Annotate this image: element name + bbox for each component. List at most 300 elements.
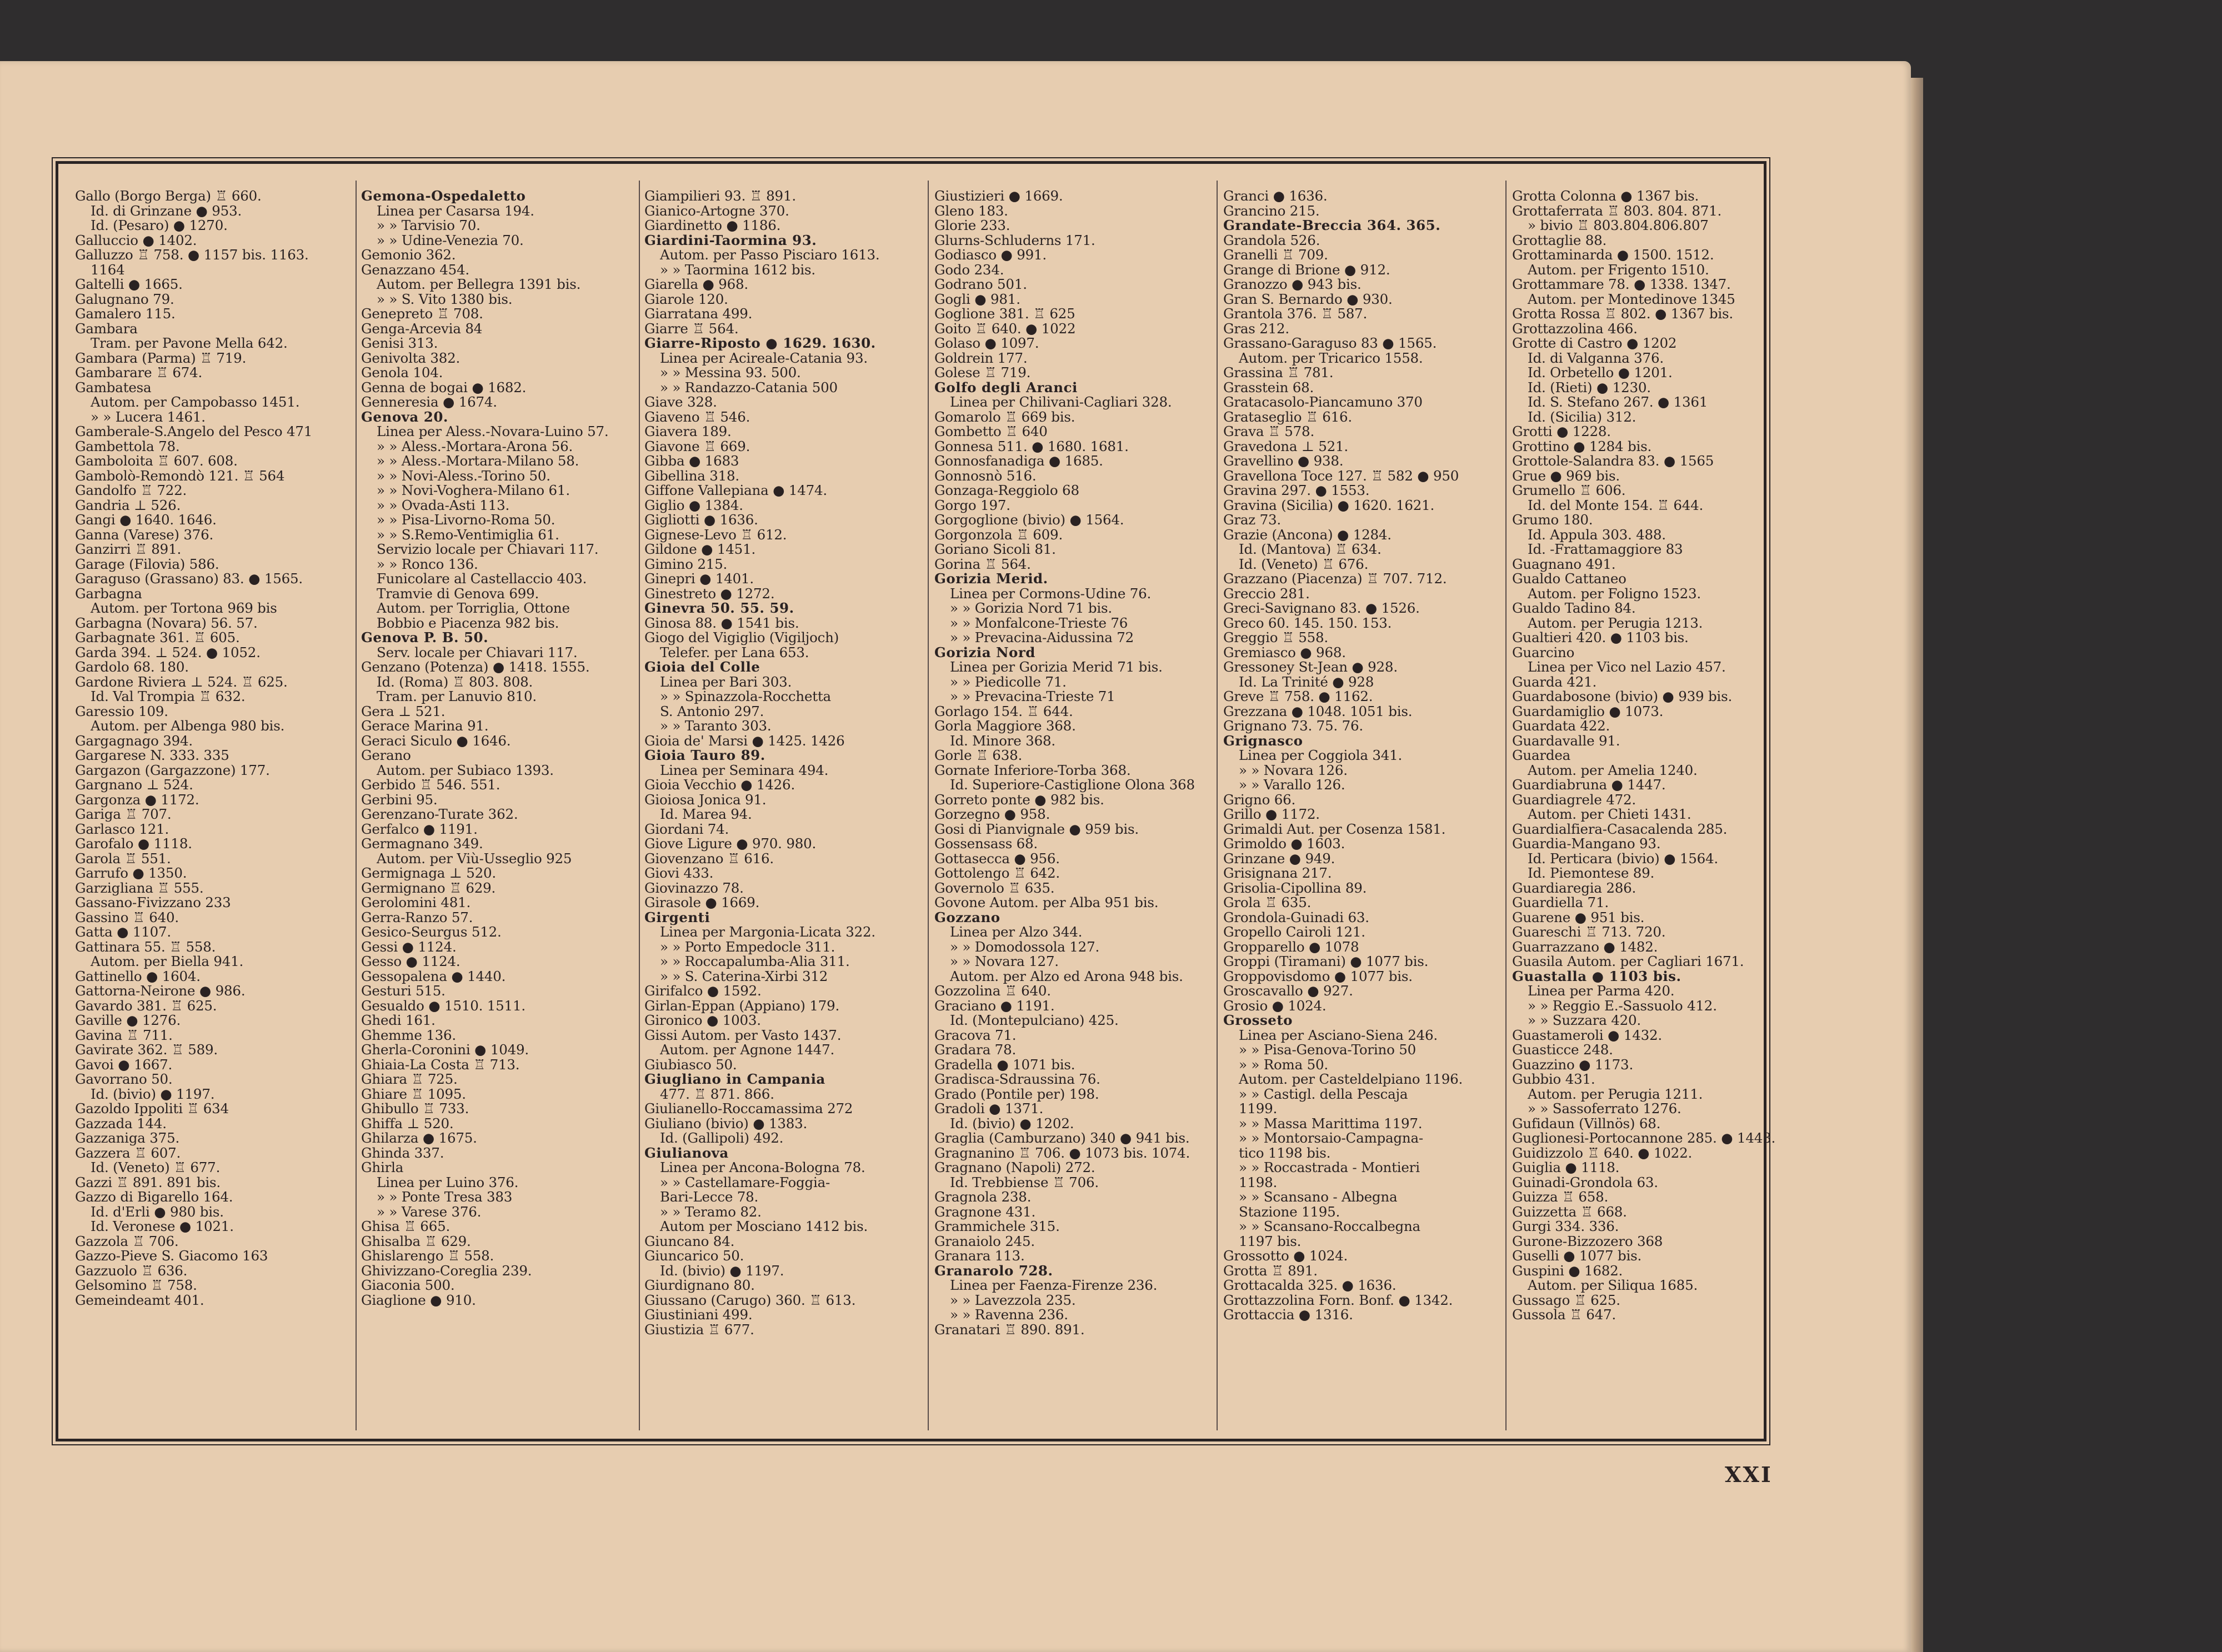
index-entry: Granci ● 1636. — [1223, 189, 1328, 204]
index-entry: Gressoney St-Jean ● 928. — [1223, 659, 1398, 675]
index-entry: Grola ♖ 635. — [1223, 894, 1312, 910]
index-entry: Groscavallo ● 927. — [1223, 983, 1353, 999]
index-entry: Autom. per Montedinove 1345 — [1528, 291, 1735, 307]
index-entry: Grue ● 969 bis. — [1512, 467, 1620, 484]
index-entry: Gallo (Borgo Berga) ♖ 660. — [75, 189, 262, 204]
index-entry: Gogli ● 981. — [934, 291, 1020, 307]
index-entry: Gorreto ponte ● 982 bis. — [934, 791, 1104, 808]
index-entry: Servizio locale per Chiavari 117. — [377, 541, 599, 557]
index-entry: Grosio ● 1024. — [1223, 997, 1327, 1014]
index-entry: » » Novara 126. — [1239, 762, 1348, 778]
index-entry: Grinzane ● 949. — [1223, 850, 1335, 867]
index-entry: Giussano (Carugo) 360. ♖ 613. — [644, 1291, 856, 1308]
index-entry: Ghilarza ● 1675. — [361, 1130, 477, 1146]
index-entry: Gorle ♖ 638. — [934, 747, 1023, 763]
index-entry: Grazzano (Piacenza) ♖ 707. 712. — [1223, 570, 1447, 587]
index-entry: Id. (Roma) ♖ 803. 808. — [377, 673, 533, 690]
index-entry: Gradara 78. — [934, 1042, 1017, 1058]
index-entry: » » Teramo 82. — [660, 1203, 762, 1220]
index-entry: Gropello Cairoli 121. — [1223, 924, 1365, 940]
index-entry: Gorina ♖ 564. — [934, 555, 1031, 572]
column-rule — [928, 181, 929, 1430]
index-entry: 1164 — [91, 261, 125, 278]
index-entry: Id. (Mantova) ♖ 634. — [1239, 541, 1382, 557]
index-entry: 1197 bis. — [1239, 1233, 1302, 1249]
index-entry: Id. Orbetello ● 1201. — [1528, 364, 1673, 381]
index-entry: Graciano ● 1191. — [934, 997, 1055, 1014]
index-entry: Garofalo ● 1118. — [75, 835, 192, 852]
index-entry: Guastameroli ● 1432. — [1512, 1027, 1662, 1043]
index-entry: Grottaglie 88. — [1512, 232, 1607, 248]
index-entry: Guizza ♖ 658. — [1512, 1189, 1609, 1205]
index-entry: Guarene ● 951 bis. — [1512, 909, 1645, 925]
index-entry: Linea per Margonia-Licata 322. — [660, 924, 876, 940]
index-entry: » » Roccapalumba-Alia 311. — [660, 953, 850, 969]
index-entry: Gradella ● 1071 bis. — [934, 1056, 1075, 1073]
index-entry: Autom. per Passo Pisciaro 1613. — [660, 247, 880, 263]
index-entry: Tramvie di Genova 699. — [377, 585, 539, 602]
index-entry: Graz 73. — [1223, 512, 1281, 528]
index-entry: Ghinda 337. — [361, 1144, 444, 1161]
index-entry: Gombetto ♖ 640 — [934, 423, 1048, 439]
index-entry: Gravina (Sicilia) ● 1620. 1621. — [1223, 497, 1435, 513]
index-entry: Grazie (Ancona) ● 1284. — [1223, 526, 1392, 543]
index-entry: Gambara (Parma) ♖ 719. — [75, 349, 247, 366]
index-entry: » » Domodossola 127. — [950, 938, 1100, 955]
index-entry: Autom. per Amelia 1240. — [1528, 762, 1698, 778]
index-entry: Gimino 215. — [644, 555, 728, 572]
index-entry: Granaiolo 245. — [934, 1233, 1035, 1249]
index-entry: Gazzo di Bigarello 164. — [75, 1189, 233, 1205]
index-entry: Gonzaga-Reggiolo 68 — [934, 482, 1079, 498]
index-entry: Grignano 73. 75. 76. — [1223, 718, 1363, 734]
index-entry: Grossotto ● 1024. — [1223, 1248, 1348, 1264]
index-entry: Id. -Frattamaggiore 83 — [1528, 541, 1683, 557]
index-entry: Gorizia Merid. — [934, 570, 1048, 587]
index-entry: Greccio 281. — [1223, 585, 1310, 602]
index-entry: Gangi ● 1640. 1646. — [75, 512, 217, 528]
index-entry: Guinadi-Grondola 63. — [1512, 1174, 1658, 1190]
index-entry: Gioia Vecchio ● 1426. — [644, 777, 795, 793]
index-entry: Gratacasolo-Piancamuno 370 — [1223, 394, 1423, 410]
index-column-2 — [361, 189, 636, 1308]
index-entry: Guasticce 248. — [1512, 1042, 1613, 1058]
index-entry: Autom. per Agnone 1447. — [660, 1042, 835, 1058]
index-entry: Gargnano ⊥ 524. — [75, 777, 193, 793]
index-entry: » » Gorizia Nord 71 bis. — [950, 600, 1112, 616]
index-entry: Grillo ● 1172. — [1223, 806, 1320, 822]
index-entry: Id. (bivio) ● 1197. — [91, 1085, 215, 1102]
index-entry: » » Reggio E.-Sassuolo 412. — [1528, 997, 1717, 1014]
index-entry: Genola 104. — [361, 364, 443, 381]
index-entry: Gessopalena ● 1440. — [361, 968, 506, 984]
index-entry: Giaveno ♖ 546. — [644, 408, 750, 425]
index-entry: Gazzola ♖ 706. — [75, 1233, 179, 1249]
index-entry: Genzano (Potenza) ● 1418. 1555. — [361, 659, 590, 675]
index-entry: Gambolò-Remondò 121. ♖ 564 — [75, 467, 285, 484]
index-entry: Giaglione ● 910. — [361, 1291, 476, 1308]
index-entry: Gerbini 95. — [361, 791, 438, 808]
index-entry: Guagnano 491. — [1512, 555, 1616, 572]
index-entry: Golese ♖ 719. — [934, 364, 1031, 381]
index-entry: Gazzaniga 375. — [75, 1130, 180, 1146]
index-entry: Granozzo ● 943 bis. — [1223, 276, 1362, 292]
index-entry: Serv. locale per Chiavari 117. — [377, 644, 578, 660]
index-entry: » » Pisa-Genova-Torino 50 — [1239, 1042, 1417, 1058]
index-entry: Gorla Maggiore 368. — [934, 718, 1076, 734]
index-entry: Id. Superiore-Castiglione Olona 368 — [950, 777, 1195, 793]
index-entry: Id. La Trinité ● 928 — [1239, 673, 1374, 690]
index-entry: » » Taormina 1612 bis. — [660, 261, 815, 278]
index-entry: Genga-Arcevia 84 — [361, 320, 483, 337]
index-entry: Garage (Filovia) 586. — [75, 555, 219, 572]
index-entry: Gattinara 55. ♖ 558. — [75, 938, 216, 955]
index-entry: Grotti ● 1228. — [1512, 423, 1611, 439]
index-entry: Grottaminarda ● 1500. 1512. — [1512, 247, 1714, 263]
index-entry: Gironico ● 1003. — [644, 1012, 761, 1028]
index-entry: S. Antonio 297. — [660, 703, 764, 719]
index-entry: Genazzano 454. — [361, 261, 469, 278]
index-entry: Grandate-Breccia 364. 365. — [1223, 217, 1441, 233]
index-entry: Id. (Veneto) ♖ 677. — [91, 1159, 221, 1175]
index-entry: » » Randazzo-Catania 500 — [660, 379, 838, 396]
index-entry: Germagnano 349. — [361, 835, 483, 852]
index-entry: Ghiare ♖ 1095. — [361, 1085, 466, 1102]
index-entry: Gracova 71. — [934, 1027, 1017, 1043]
index-entry: Giustizieri ● 1669. — [934, 189, 1063, 204]
index-entry: Gorgonzola ♖ 609. — [934, 526, 1063, 543]
index-entry: Grotte di Castro ● 1202 — [1512, 335, 1677, 351]
index-entry: Grotta Rossa ♖ 802. ● 1367 bis. — [1512, 306, 1733, 322]
index-entry: » » S. Caterina-Xirbi 312 — [660, 968, 828, 984]
page-number: XXI — [1725, 1462, 1773, 1487]
index-entry: Greci-Savignano 83. ● 1526. — [1223, 600, 1420, 616]
index-entry: Grasstein 68. — [1223, 379, 1314, 396]
index-entry: Gassano-Fivizzano 233 — [75, 894, 231, 910]
index-entry: Giulianova — [644, 1144, 729, 1161]
index-entry: Ghisa ♖ 665. — [361, 1218, 451, 1234]
index-entry: » » Novara 127. — [950, 953, 1059, 969]
index-entry: Gerenzano-Turate 362. — [361, 806, 518, 822]
index-entry: Gornate Inferiore-Torba 368. — [934, 762, 1131, 778]
index-entry: Grondola-Guinadi 63. — [1223, 909, 1369, 925]
index-entry: Gravellona Toce 127. ♖ 582 ● 950 — [1223, 467, 1459, 484]
index-entry: Ghedi 161. — [361, 1012, 436, 1028]
index-entry: Autom. per Alzo ed Arona 948 bis. — [950, 968, 1183, 984]
index-entry: Linea per Coggiola 341. — [1239, 747, 1403, 763]
index-entry: Gazzada 144. — [75, 1115, 167, 1132]
index-column-1 — [75, 189, 350, 1308]
index-entry: Gavoi ● 1667. — [75, 1056, 173, 1073]
index-entry: Garzigliana ♖ 555. — [75, 879, 204, 896]
index-entry: Gras 212. — [1223, 320, 1290, 337]
index-entry: Guardiella 71. — [1512, 894, 1609, 910]
index-entry: Grotta ♖ 891. — [1223, 1262, 1318, 1279]
index-entry: Gonnosfanadiga ● 1685. — [934, 453, 1103, 469]
index-entry: Autom. per Torriglia, Ottone — [377, 600, 570, 616]
index-entry: Giustizia ♖ 677. — [644, 1321, 754, 1337]
index-entry: Garola ♖ 551. — [75, 850, 171, 867]
index-entry: Giuncarico 50. — [644, 1248, 744, 1264]
index-entry: Gualdo Tadino 84. — [1512, 600, 1636, 616]
index-entry: Groppovisdomo ● 1077 bis. — [1223, 968, 1413, 984]
index-entry: Garbagnate 361. ♖ 605. — [75, 629, 240, 645]
index-entry: Autom. per Casteldelpiano 1196. — [1239, 1071, 1463, 1087]
index-entry: Genivolta 382. — [361, 349, 461, 366]
index-entry: Grosseto — [1223, 1012, 1293, 1028]
index-entry: Girgenti — [644, 909, 710, 925]
index-entry: Giampilieri 93. ♖ 891. — [644, 189, 796, 204]
index-entry: Gazoldo Ippoliti ♖ 634 — [75, 1100, 229, 1117]
index-entry: Grottammare 78. ● 1338. 1347. — [1512, 276, 1731, 292]
index-entry: Grottino ● 1284 bis. — [1512, 438, 1652, 454]
index-entry: Galtelli ● 1665. — [75, 276, 183, 292]
index-entry: Gambettola 78. — [75, 438, 180, 454]
index-entry: Autom. per Foligno 1523. — [1528, 585, 1701, 602]
index-entry: Granatari ♖ 890. 891. — [934, 1321, 1085, 1337]
index-entry: Ghislarengo ♖ 558. — [361, 1248, 494, 1264]
index-entry: Grottazzolina Forn. Bonf. ● 1342. — [1223, 1291, 1453, 1308]
index-entry: Guarda 421. — [1512, 673, 1597, 690]
index-column-6 — [1512, 189, 1787, 1323]
index-entry: Id. S. Stefano 267. ● 1361 — [1528, 394, 1708, 410]
index-entry: Geraci Siculo ● 1646. — [361, 732, 511, 749]
index-entry: » » Messina 93. 500. — [660, 364, 801, 381]
index-entry: Giovinazzo 78. — [644, 879, 744, 896]
index-entry: Gavirate 362. ♖ 589. — [75, 1042, 218, 1058]
index-entry: Germignaga ⊥ 520. — [361, 865, 496, 881]
index-entry: Linea per Vico nel Lazio 457. — [1528, 659, 1726, 675]
index-entry: » » Novi-Voghera-Milano 61. — [377, 482, 570, 498]
index-entry: Giarre-Riposto ● 1629. 1630. — [644, 335, 876, 351]
index-entry: Ghiffa ⊥ 520. — [361, 1115, 454, 1132]
index-entry: Gassino ♖ 640. — [75, 909, 179, 925]
index-entry: Godo 234. — [934, 261, 1004, 278]
index-entry: Gottasecca ● 956. — [934, 850, 1060, 867]
index-entry: Grado (Pontile per) 198. — [934, 1085, 1099, 1102]
index-entry: Autom. per Subiaco 1393. — [377, 762, 554, 778]
index-entry: Autom. per Tortona 969 bis — [91, 600, 277, 616]
index-entry: Groppi (Tiramani) ● 1077 bis. — [1223, 953, 1429, 969]
index-entry: Id. Veronese ● 1021. — [91, 1218, 234, 1234]
index-entry: Grava ♖ 578. — [1223, 423, 1315, 439]
index-entry: Giffone Vallepiana ● 1474. — [644, 482, 827, 498]
index-entry: Id. d'Erli ● 980 bis. — [91, 1203, 224, 1220]
index-entry: Gattorna-Neirone ● 986. — [75, 983, 246, 999]
index-entry: Guardiaregia 286. — [1512, 879, 1637, 896]
index-entry: Linea per Luino 376. — [377, 1174, 519, 1190]
index-entry: » » Pisa-Livorno-Roma 50. — [377, 512, 556, 528]
index-entry: Id. (bivio) ● 1202. — [950, 1115, 1074, 1132]
index-entry: Id. Val Trompia ♖ 632. — [91, 688, 246, 704]
index-entry: Giaconia 500. — [361, 1277, 455, 1293]
index-entry: Grottaferrata ♖ 803. 804. 871. — [1512, 202, 1722, 219]
index-entry: Grandola 526. — [1223, 232, 1320, 248]
index-entry: Grigno 66. — [1223, 791, 1296, 808]
index-entry: Linea per Seminara 494. — [660, 762, 829, 778]
index-entry: Grammichele 315. — [934, 1218, 1060, 1234]
index-entry: Gran S. Bernardo ● 930. — [1223, 291, 1393, 307]
index-entry: Giarole 120. — [644, 291, 728, 307]
index-entry: Gremiasco ● 968. — [1223, 644, 1346, 660]
index-column-3 — [644, 189, 919, 1337]
index-entry: 477. ♖ 871. 866. — [660, 1085, 774, 1102]
index-entry: Telefer. per Lana 653. — [660, 644, 809, 660]
index-entry: Giove Ligure ● 970. 980. — [644, 835, 817, 852]
index-entry: Genova P. B. 50. — [361, 629, 489, 645]
index-entry: Gamalero 115. — [75, 306, 176, 322]
index-entry: Giugliano in Campania — [644, 1071, 825, 1087]
index-entry: Garda 394. ⊥ 524. ● 1052. — [75, 644, 261, 660]
index-entry: Genna de bogai ● 1682. — [361, 379, 527, 396]
index-entry: Giulianello-Roccamassima 272 — [644, 1100, 853, 1117]
index-entry: » » Prevacina-Aidussina 72 — [950, 629, 1134, 645]
index-entry: » » Castigl. della Pescaja — [1239, 1085, 1408, 1102]
index-entry: Giustiniani 499. — [644, 1306, 753, 1323]
index-entry: Gussago ♖ 625. — [1512, 1291, 1620, 1308]
index-entry: Govone Autom. per Alba 951 bis. — [934, 894, 1159, 910]
index-entry: » » Roccastrada - Montieri — [1239, 1159, 1420, 1175]
index-entry: Guasila Autom. per Cagliari 1671. — [1512, 953, 1744, 969]
index-entry: Grumo 180. — [1512, 512, 1593, 528]
index-entry: Gemeindeamt 401. — [75, 1291, 204, 1308]
index-entry: Id. (Rieti) ● 1230. — [1528, 379, 1651, 396]
index-entry: Guarrazzano ● 1482. — [1512, 938, 1658, 955]
index-entry: Genova 20. — [361, 408, 448, 425]
index-entry: » » Tarvisio 70. — [377, 217, 481, 233]
index-entry: Guardamiglio ● 1073. — [1512, 703, 1664, 719]
index-entry: Gelsomino ♖ 758. — [75, 1277, 197, 1293]
index-entry: Id. (Veneto) ♖ 676. — [1239, 555, 1369, 572]
index-entry: Giubiasco 50. — [644, 1056, 737, 1073]
index-entry: Gozzolina ♖ 640. — [934, 983, 1051, 999]
index-entry: » bivio ♖ 803.804.806.807 — [1528, 217, 1709, 233]
index-entry: Gargagnago 394. — [75, 732, 193, 749]
index-entry: Greggio ♖ 558. — [1223, 629, 1329, 645]
index-entry: Gorlago 154. ♖ 644. — [934, 703, 1073, 719]
index-entry: Id. Minore 368. — [950, 732, 1055, 749]
index-entry: Gargonza ● 1172. — [75, 791, 199, 808]
index-entry: Gardolo 68. 180. — [75, 659, 189, 675]
index-entry: Granelli ♖ 709. — [1223, 247, 1328, 263]
index-entry: Grisolia-Cipollina 89. — [1223, 879, 1367, 896]
index-entry: Gesualdo ● 1510. 1511. — [361, 997, 526, 1014]
index-entry: Gonnesa 511. ● 1680. 1681. — [934, 438, 1129, 454]
index-entry: Gargazon (Gargazzone) 177. — [75, 762, 270, 778]
index-entry: Gioia Tauro 89. — [644, 747, 765, 763]
column-rule — [639, 181, 640, 1430]
index-entry: Gavardo 381. ♖ 625. — [75, 997, 217, 1014]
index-entry: Gera ⊥ 521. — [361, 703, 446, 719]
index-entry: Gambatesa — [75, 379, 152, 396]
index-entry: Guardia-Mangano 93. — [1512, 835, 1661, 852]
index-entry: Gissi Autom. per Vasto 1437. — [644, 1027, 842, 1043]
index-entry: Guardabosone (bivio) ● 939 bis. — [1512, 688, 1733, 704]
index-entry: Gleno 183. — [934, 202, 1008, 219]
index-entry: Gigliotti ● 1636. — [644, 512, 758, 528]
index-entry: Gariga ♖ 707. — [75, 806, 172, 822]
index-entry: Autom. per Perugia 1211. — [1528, 1085, 1703, 1102]
index-entry: Gavina ♖ 711. — [75, 1027, 173, 1043]
index-entry: Autom. per Perugia 1213. — [1528, 614, 1703, 631]
index-entry: Grumello ♖ 606. — [1512, 482, 1626, 498]
index-entry: Gessi ● 1124. — [361, 938, 457, 955]
index-entry: Autom. per Albenga 980 bis. — [91, 718, 285, 734]
index-entry: Tram. per Lanuvio 810. — [377, 688, 537, 704]
index-entry: Giarre ♖ 564. — [644, 320, 739, 337]
index-entry: Gibellina 318. — [644, 467, 740, 484]
index-entry: Gianico-Artogne 370. — [644, 202, 789, 219]
index-entry: Gandolfo ♖ 722. — [75, 482, 187, 498]
index-entry: Id. di Valganna 376. — [1528, 349, 1664, 366]
index-entry: Giarella ● 968. — [644, 276, 749, 292]
index-entry: Linea per Cormons-Udine 76. — [950, 585, 1152, 602]
index-entry: Gragnola 238. — [934, 1189, 1032, 1205]
index-entry: Gurone-Bizzozero 368 — [1512, 1233, 1663, 1249]
index-entry: Guselli ● 1077 bis. — [1512, 1248, 1642, 1264]
index-entry: Gazzi ♖ 891. 891 bis. — [75, 1174, 221, 1190]
column-rule — [356, 181, 357, 1430]
index-entry: Autom. per Campobasso 1451. — [91, 394, 300, 410]
index-entry: » » Varallo 126. — [1239, 777, 1345, 793]
index-entry: Ginepri ● 1401. — [644, 570, 754, 587]
index-entry: Grottaccia ● 1316. — [1223, 1306, 1353, 1323]
index-entry: Gomarolo ♖ 669 bis. — [934, 408, 1075, 425]
index-entry: » » Roma 50. — [1239, 1056, 1328, 1073]
index-entry: Guarcino — [1512, 644, 1575, 660]
index-entry: Autom. per Tricarico 1558. — [1239, 349, 1423, 366]
index-entry: Gioiosa Jonica 91. — [644, 791, 767, 808]
index-entry: Grimoldo ● 1603. — [1223, 835, 1345, 852]
index-entry: Ghirla — [361, 1159, 404, 1175]
index-entry: Gerbido ♖ 546. 551. — [361, 777, 501, 793]
index-entry: » » Udine-Venezia 70. — [377, 232, 524, 248]
index-entry: Ghiara ♖ 725. — [361, 1071, 458, 1087]
index-column-4 — [934, 189, 1209, 1337]
index-entry: Galluzzo ♖ 758. ● 1157 bis. 1163. — [75, 247, 309, 263]
index-entry: Autom. per Biella 941. — [91, 953, 244, 969]
index-entry: » » Ponte Tresa 383 — [377, 1189, 513, 1205]
index-entry: Giurdignano 80. — [644, 1277, 755, 1293]
index-entry: Id. Marea 94. — [660, 806, 752, 822]
index-entry: Linea per Alzo 344. — [950, 924, 1083, 940]
index-entry: Ghibullo ♖ 733. — [361, 1100, 469, 1117]
index-entry: Tram. per Pavone Mella 642. — [91, 335, 288, 351]
index-entry: Id. (Gallipoli) 492. — [660, 1130, 784, 1146]
index-entry: Guglionesi-Portocannone 285. ● 1443. — [1512, 1130, 1776, 1146]
index-entry: Guazzino ● 1173. — [1512, 1056, 1634, 1073]
index-entry: Ganna (Varese) 376. — [75, 526, 214, 543]
index-entry: Gemonio 362. — [361, 247, 456, 263]
index-entry: Grassina ♖ 781. — [1223, 364, 1334, 381]
index-entry: Garlasco 121. — [75, 820, 169, 837]
index-entry: Linea per Asciano-Siena 246. — [1239, 1027, 1438, 1043]
column-rule — [1505, 181, 1507, 1430]
index-entry: » » Varese 376. — [377, 1203, 482, 1220]
index-entry: Id. (bivio) ● 1197. — [660, 1262, 784, 1279]
index-entry: Gorgoglione (bivio) ● 1564. — [934, 512, 1124, 528]
index-entry: Giuncano 84. — [644, 1233, 735, 1249]
index-entry: » » Novi-Aless.-Torino 50. — [377, 467, 551, 484]
index-entry: Giardinetto ● 1186. — [644, 217, 781, 233]
index-entry: » » Aless.-Mortara-Arona 56. — [377, 438, 573, 454]
index-entry: Gravellino ● 938. — [1223, 453, 1344, 469]
index-entry: Gottolengo ♖ 642. — [934, 865, 1060, 881]
index-entry: Gonnosnò 516. — [934, 467, 1037, 484]
index-entry: Galluccio ● 1402. — [75, 232, 197, 248]
index-entry: Gravina 297. ● 1553. — [1223, 482, 1370, 498]
index-entry: 1198. — [1239, 1174, 1278, 1190]
